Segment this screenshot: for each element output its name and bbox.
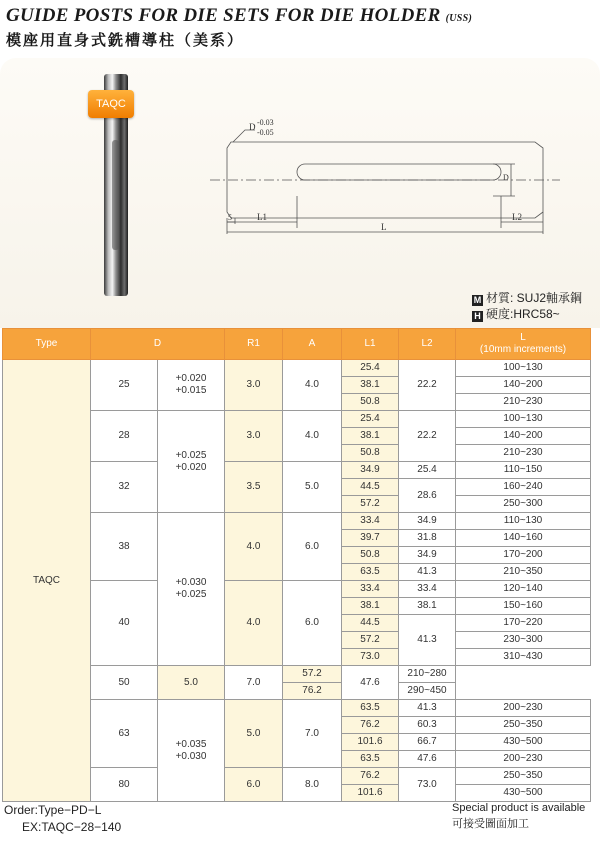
l-cell: 150~160	[456, 598, 591, 615]
l2-cell: 60.3	[399, 717, 456, 734]
special-en: Special product is available	[452, 802, 586, 814]
l2-cell: 25.4	[399, 462, 456, 479]
table-row	[3, 700, 591, 717]
l1-cell: 57.2	[342, 632, 399, 649]
l1-cell: 25.4	[342, 411, 399, 428]
table-row	[3, 513, 591, 530]
l1-cell: 25.4	[342, 360, 399, 377]
l1-cell: 63.5	[342, 751, 399, 768]
l2-cell: 47.6	[399, 751, 456, 768]
d-cell: 32	[91, 462, 158, 513]
material-icon: M	[473, 295, 482, 305]
l1-cell: 73.0	[342, 649, 399, 666]
l1-cell: 101.6	[342, 785, 399, 802]
l-cell: 250~300	[456, 496, 591, 513]
tol-cell: +0.030 +0.025	[158, 513, 225, 666]
header-d: D	[91, 329, 225, 360]
l-cell: 210~230	[456, 394, 591, 411]
l2-cell: 41.3	[399, 615, 456, 666]
l-cell: 140~160	[456, 530, 591, 547]
drawing-tol-lower: -0.05	[257, 128, 274, 137]
r1-cell: 4.0	[225, 581, 283, 666]
l2-cell: 28.6	[399, 479, 456, 513]
l-cell: 140~200	[456, 428, 591, 445]
header-l1: L1	[342, 329, 399, 360]
l-cell: 170~220	[456, 615, 591, 632]
l2-cell: 22.2	[399, 411, 456, 462]
special-note	[452, 800, 585, 832]
tol-cell: +0.020 +0.015	[158, 360, 225, 411]
l-cell: 310~430	[456, 649, 591, 666]
l-cell: 110~150	[456, 462, 591, 479]
l1-cell: 63.5	[342, 700, 399, 717]
hardness-text: 硬度:HRC58~	[486, 307, 560, 321]
hardness-icon: H	[472, 311, 483, 322]
l-cell: 430~500	[456, 734, 591, 751]
r1-cell: 4.0	[225, 513, 283, 581]
tol-cell: +0.035 +0.030	[158, 700, 225, 802]
a-cell: 7.0	[225, 666, 283, 700]
a-cell: 6.0	[283, 513, 342, 581]
l2-cell: 47.6	[342, 666, 399, 700]
l1-cell: 38.1	[342, 428, 399, 445]
order-example: EX:TAQC−28−140	[22, 820, 122, 834]
d-cell: 38	[91, 513, 158, 581]
r1-cell: 3.0	[225, 411, 283, 462]
l1-cell: 57.2	[342, 496, 399, 513]
l-cell: 110~130	[456, 513, 591, 530]
l1-cell: 50.8	[342, 394, 399, 411]
l-cell: 200~230	[456, 700, 591, 717]
drawing-dim-d: D	[503, 173, 509, 182]
table-row	[3, 462, 591, 479]
l1-cell: 38.1	[342, 377, 399, 394]
l1-cell: 76.2	[342, 717, 399, 734]
l2-cell: 31.8	[399, 530, 456, 547]
technical-drawing	[205, 112, 565, 252]
r1-cell: 3.5	[225, 462, 283, 513]
l2-cell: 22.2	[399, 360, 456, 411]
l1-cell: 76.2	[283, 683, 342, 700]
order-format: Order:Type−PD−L	[4, 803, 102, 817]
l1-cell: 101.6	[342, 734, 399, 751]
l-cell: 120~140	[456, 581, 591, 598]
table-row	[3, 768, 591, 785]
tol-cell: +0.025 +0.020	[158, 411, 225, 513]
material-spec	[472, 290, 582, 322]
type-cell: TAQC	[3, 360, 91, 802]
a-cell: 7.0	[283, 700, 342, 768]
d-cell: 50	[91, 666, 158, 700]
l-cell: 230~300	[456, 632, 591, 649]
drawing-d-label: D	[249, 122, 256, 132]
dimensions-table	[2, 328, 591, 802]
r1-cell: 6.0	[225, 768, 283, 802]
l2-cell: 41.3	[399, 564, 456, 581]
table-row	[3, 360, 591, 377]
d-cell: 63	[91, 700, 158, 768]
l1-cell: 34.9	[342, 462, 399, 479]
l2-cell: 73.0	[399, 768, 456, 802]
l1-cell: 50.8	[342, 547, 399, 564]
table-row	[3, 581, 591, 598]
l-cell: 250~350	[456, 768, 591, 785]
l-cell: 430~500	[456, 785, 591, 802]
header-l2: L2	[399, 329, 456, 360]
d-cell: 80	[91, 768, 158, 802]
l2-cell: 34.9	[399, 513, 456, 530]
table-row	[3, 666, 591, 683]
drawing-dim-l1: L1	[257, 212, 267, 222]
l1-cell: 76.2	[342, 768, 399, 785]
a-cell: 4.0	[283, 360, 342, 411]
drawing-tol-upper: -0.03	[257, 118, 274, 127]
l2-cell: 41.3	[399, 700, 456, 717]
l-cell: 140~200	[456, 377, 591, 394]
l1-cell: 33.4	[342, 513, 399, 530]
header-type: Type	[3, 329, 91, 360]
l-cell: 210~280	[399, 666, 456, 683]
r1-cell: 3.0	[225, 360, 283, 411]
drawing-dim-l: L	[381, 222, 387, 232]
l-cell: 210~230	[456, 445, 591, 462]
page-subtitle: 模座用直身式銑槽導柱（美系）	[6, 31, 245, 49]
l2-cell: 38.1	[399, 598, 456, 615]
page-title: GUIDE POSTS FOR DIE SETS FOR DIE HOLDER (USS)	[6, 5, 473, 26]
drawing-dim-l2: L2	[512, 212, 522, 222]
l-cell: 210~350	[456, 564, 591, 581]
d-cell: 25	[91, 360, 158, 411]
a-cell: 6.0	[283, 581, 342, 666]
l-cell: 290~450	[399, 683, 456, 700]
l1-cell: 44.5	[342, 479, 399, 496]
l-cell: 160~240	[456, 479, 591, 496]
l1-cell: 44.5	[342, 615, 399, 632]
d-cell: 40	[91, 581, 158, 666]
table-header-row	[3, 329, 591, 360]
l-cell: 170~200	[456, 547, 591, 564]
l2-cell: 34.9	[399, 547, 456, 564]
header-l: L (10mm increments)	[456, 329, 591, 360]
l2-cell: 33.4	[399, 581, 456, 598]
title-suffix: (USS)	[445, 13, 473, 24]
special-zh: 可接受圖面加工	[452, 818, 529, 830]
l1-cell: 38.1	[342, 598, 399, 615]
r1-cell: 5.0	[158, 666, 225, 700]
d-cell: 28	[91, 411, 158, 462]
taqc-badge: TAQC	[88, 90, 134, 118]
a-cell: 4.0	[283, 411, 342, 462]
l-cell: 100~130	[456, 411, 591, 428]
material-text: 材質: SUJ2軸承鋼	[486, 291, 583, 305]
table-row	[3, 411, 591, 428]
drawing-dim-5: 5	[228, 213, 232, 222]
header-a: A	[283, 329, 342, 360]
l2-cell: 66.7	[399, 734, 456, 751]
a-cell: 5.0	[283, 462, 342, 513]
l1-cell: 33.4	[342, 581, 399, 598]
order-info	[4, 802, 121, 836]
a-cell: 8.0	[283, 768, 342, 802]
l1-cell: 63.5	[342, 564, 399, 581]
l1-cell: 50.8	[342, 445, 399, 462]
l-cell: 200~230	[456, 751, 591, 768]
r1-cell: 5.0	[225, 700, 283, 768]
l-cell: 100~130	[456, 360, 591, 377]
header-r1: R1	[225, 329, 283, 360]
l1-cell: 57.2	[283, 666, 342, 683]
l-cell: 250~350	[456, 717, 591, 734]
l1-cell: 39.7	[342, 530, 399, 547]
